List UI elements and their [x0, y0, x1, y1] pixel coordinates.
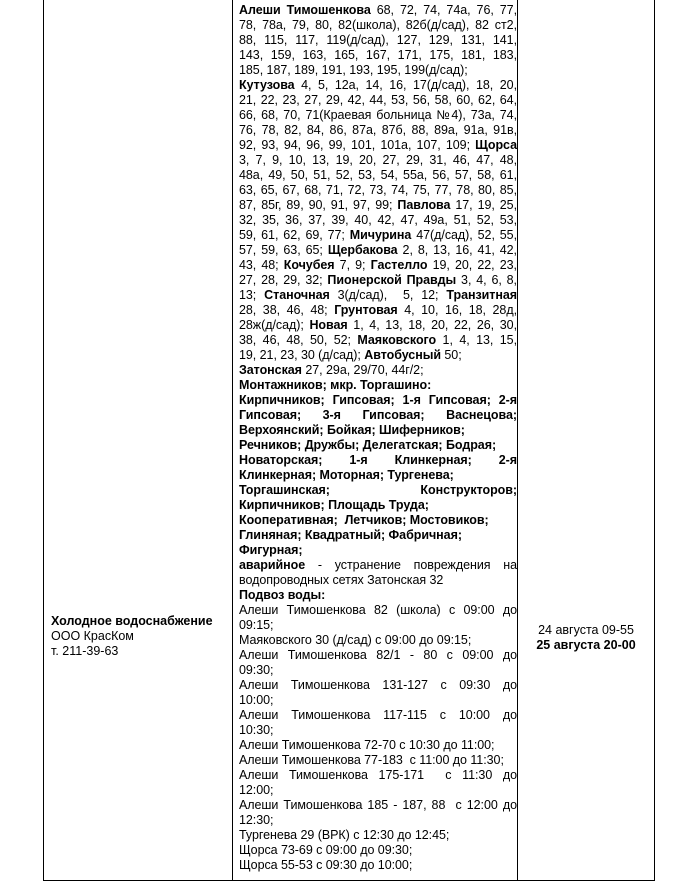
address-line — [239, 333, 517, 348]
address-line — [239, 93, 517, 108]
address-text: Алеши Тимошенкова 117-115 с 10:00 до — [239, 708, 517, 722]
address-line — [239, 768, 517, 783]
street-name: Щорса — [475, 138, 517, 152]
address-line — [239, 318, 517, 333]
address-line — [239, 183, 517, 198]
column-divider — [517, 0, 518, 880]
street-name: Подвоз воды: — [239, 588, 326, 602]
address-text: 78, 78а, 79, 80, 82(школа), 82б(д/сад), 82 ст2, — [239, 18, 517, 32]
address-line — [239, 693, 517, 708]
address-text: 143, 159, 163, 165, 167, 171, 175, 181, 183, — [239, 48, 517, 62]
address-text: 3, 4, 6, 8, — [456, 273, 517, 287]
address-line — [239, 648, 517, 663]
street-name: Павлова — [397, 198, 451, 212]
address-line — [239, 468, 517, 483]
address-line — [239, 513, 517, 528]
address-line — [239, 408, 517, 423]
address-line — [239, 273, 517, 288]
address-line — [239, 153, 517, 168]
street-name: Верхоянский; Бойкая; Шиферников; — [239, 423, 465, 437]
address-line — [239, 813, 517, 828]
address-line — [239, 783, 517, 798]
address-text: 19, 21, 23, 30 (д/сад); — [239, 348, 365, 362]
address-line — [239, 543, 517, 558]
address-line — [239, 588, 517, 603]
address-line — [239, 423, 517, 438]
address-text: 3, 7, 9, 10, 13, 19, 20, 27, 29, 31, 46, 47, 48, — [239, 153, 517, 167]
address-text: 27, 28, 29, 32; — [239, 273, 328, 287]
street-name: Новаторская; 1-я Клинкерная; 2-я — [239, 453, 517, 467]
column-divider — [232, 0, 233, 880]
address-text: 4, 5, 12а, 14, 16, 17(д/сад), 18, 20, — [294, 78, 517, 92]
address-text: Алеши Тимошенкова 82/1 - 80 с 09:00 до — [239, 648, 517, 662]
street-name: Фигурная; — [239, 543, 303, 557]
address-text: водопроводных сетях Затонская 32 — [239, 573, 444, 587]
address-text: Алеши Тимошенкова 131-127 с 09:30 до — [239, 678, 517, 692]
street-name: Новая — [309, 318, 348, 332]
address-line — [239, 798, 517, 813]
address-text: Щорса 73-69 с 09:00 до 09:30; — [239, 843, 413, 857]
address-text: 28, 38, 46, 48; — [239, 303, 335, 317]
outage-end: 25 августа 20-00 — [536, 638, 636, 652]
address-text: 09:15; — [239, 618, 274, 632]
address-line — [239, 438, 517, 453]
address-text: 19, 20, 22, 23, — [427, 258, 517, 272]
address-line — [239, 288, 517, 303]
address-text: 13; — [239, 288, 265, 302]
address-text: 17, 19, 25, — [450, 198, 518, 212]
address-line — [239, 213, 517, 228]
address-line — [239, 138, 517, 153]
address-text: 3(д/сад), 5, 12; — [329, 288, 447, 302]
address-text: 185, 187, 189, 191, 193, 195, 199(д/сад); — [239, 63, 468, 77]
address-line — [239, 363, 517, 378]
address-text: 1, 4, 13, 18, 20, 22, 26, 30, — [347, 318, 517, 332]
street-name: Гастелло — [370, 258, 428, 272]
time-cell — [518, 623, 654, 653]
address-text: 57, 59, 63, 65; — [239, 243, 328, 257]
street-name: Кутузова — [239, 78, 295, 92]
address-text: 43, 48; — [239, 258, 284, 272]
street-name: Речников; Дружбы; Делегатская; Бодрая; — [239, 438, 497, 452]
street-name: Щербакова — [327, 243, 398, 257]
street-name: Маяковского — [357, 333, 437, 347]
address-text: Алеши Тимошенкова 175-171 с 11:30 до — [239, 768, 517, 782]
service-phone: т. 211-39-63 — [51, 644, 119, 658]
address-line — [239, 198, 517, 213]
street-name: Кооперативная; Летчиков; Мостовиков; — [239, 513, 489, 527]
address-line — [239, 843, 517, 858]
address-text: 10:30; — [239, 723, 274, 737]
street-name: Монтажников; мкр. Торгашино: — [239, 378, 432, 392]
address-text: 1, 4, 13, 15, — [436, 333, 518, 347]
street-name: Автобусный — [364, 348, 441, 362]
address-line — [239, 738, 517, 753]
outage-table — [43, 0, 655, 881]
street-name: Гипсовая; 3-я Гипсовая; Васнецова; — [239, 408, 517, 422]
address-text: 66, 68, 70, 71(Краевая больница №4), 73а, 74, — [239, 108, 517, 122]
address-line — [239, 453, 517, 468]
address-text: 21, 22, 23, 27, 29, 42, 44, 53, 56, 58, 60, 62, 64, — [239, 93, 517, 107]
address-text: 48а, 49, 50, 51, 52, 53, 54, 55а, 56, 57, 58, 61, — [239, 168, 517, 182]
address-text: Тургенева 29 (ВРК) с 12:30 до 12:45; — [239, 828, 450, 842]
address-text: 09:30; — [239, 663, 274, 677]
address-line — [239, 528, 517, 543]
address-text: 87, 85г, 89, 90, 91, 97, 99; — [239, 198, 398, 212]
address-text: 27, 29а, 29/70, 44г/2; — [301, 363, 424, 377]
address-text: 76, 78, 82, 84, 86, 87а, 87б, 88, 89а, 91а, 91в, — [239, 123, 517, 137]
street-name: Станочная — [264, 288, 330, 302]
address-text: 12:30; — [239, 813, 274, 827]
address-line — [239, 243, 517, 258]
street-name: Кирпичников; Гипсовая; 1-я Гипсовая; 2-я — [239, 393, 517, 407]
street-name: Мичурина — [349, 228, 412, 242]
address-text: Алеши Тимошенкова 72-70 с 10:30 до 11:00; — [239, 738, 495, 752]
address-text: 47(д/сад), 52, 55, — [411, 228, 518, 242]
address-line — [239, 3, 517, 18]
address-line — [239, 753, 517, 768]
address-text: Маяковского 30 (д/сад) с 09:00 до 09:15; — [239, 633, 472, 647]
street-name: Транзитная — [446, 288, 517, 302]
address-text: 88, 115, 117, 119(д/сад), 127, 129, 131, 141, — [239, 33, 517, 47]
address-line — [239, 228, 517, 243]
service-name: Холодное водоснабжение — [51, 614, 213, 628]
address-text: Алеши Тимошенкова 185 - 187, 88 с 12:00 до — [239, 798, 517, 812]
street-name: Пионерской Правды — [327, 273, 457, 287]
address-text: Щорса 55-53 с 09:30 до 10:00; — [239, 858, 413, 872]
address-text: 7, 9; — [334, 258, 371, 272]
address-line — [239, 63, 517, 78]
addresses-cell — [239, 3, 517, 873]
address-text: 28ж(д/сад); — [239, 318, 310, 332]
address-text: 63, 65, 67, 68, 71, 72, 73, 74, 75, 77, 78, 80, 85, — [239, 183, 517, 197]
address-line — [239, 258, 517, 273]
street-name: Затонская — [239, 363, 302, 377]
outage-start: 24 августа 09-55 — [538, 623, 634, 637]
street-name: Кочубея — [283, 258, 335, 272]
street-name: Грунтовая — [334, 303, 398, 317]
address-line — [239, 393, 517, 408]
address-line — [239, 483, 517, 498]
service-cell — [51, 614, 231, 659]
street-name: Глиняная; Квадратный; Фабричная; — [239, 528, 462, 542]
address-line — [239, 78, 517, 93]
address-line — [239, 558, 517, 573]
address-text: 92, 93, 94, 96, 99, 101, 101а, 107, 109; — [239, 138, 476, 152]
address-text: Алеши Тимошенкова 77-183 с 11:00 до 11:30; — [239, 753, 504, 767]
address-text: 32, 35, 36, 37, 39, 40, 42, 47, 49а, 51, 52, 53, — [239, 213, 517, 227]
address-line — [239, 828, 517, 843]
address-line — [239, 678, 517, 693]
address-line — [239, 663, 517, 678]
address-text: 2, 8, 13, 16, 41, 42, — [397, 243, 517, 257]
address-line — [239, 378, 517, 393]
address-line — [239, 633, 517, 648]
service-org: ООО КрасКом — [51, 629, 134, 643]
address-line — [239, 168, 517, 183]
address-line — [239, 33, 517, 48]
address-line — [239, 573, 517, 588]
address-line — [239, 48, 517, 63]
address-line — [239, 123, 517, 138]
address-line — [239, 858, 517, 873]
address-line — [239, 303, 517, 318]
street-name: аварийное — [239, 558, 306, 572]
address-text: 4, 10, 16, 18, 28д, — [397, 303, 517, 317]
address-text: Алеши Тимошенкова 82 (школа) с 09:00 до — [239, 603, 517, 617]
address-text: 10:00; — [239, 693, 274, 707]
street-name: Клинкерная; Моторная; Тургенева; — [239, 468, 454, 482]
address-line — [239, 108, 517, 123]
address-line — [239, 723, 517, 738]
address-text: - устранение повреждения на — [305, 558, 517, 572]
address-line — [239, 498, 517, 513]
street-name: Торгашинская; Конструкторов; — [239, 483, 517, 497]
address-line — [239, 708, 517, 723]
address-line — [239, 603, 517, 618]
address-text: 38, 46, 48, 50, 52; — [239, 333, 358, 347]
address-line — [239, 348, 517, 363]
address-text: 50; — [440, 348, 462, 362]
address-text: 59, 61, 62, 69, 77; — [239, 228, 350, 242]
street-name: Алеши Тимошенкова — [239, 3, 371, 17]
address-text: 12:00; — [239, 783, 274, 797]
address-line — [239, 18, 517, 33]
address-line — [239, 618, 517, 633]
street-name: Кирпичников; Площадь Труда; — [239, 498, 429, 512]
address-text: 68, 72, 74, 74а, 76, 77, — [370, 3, 517, 17]
